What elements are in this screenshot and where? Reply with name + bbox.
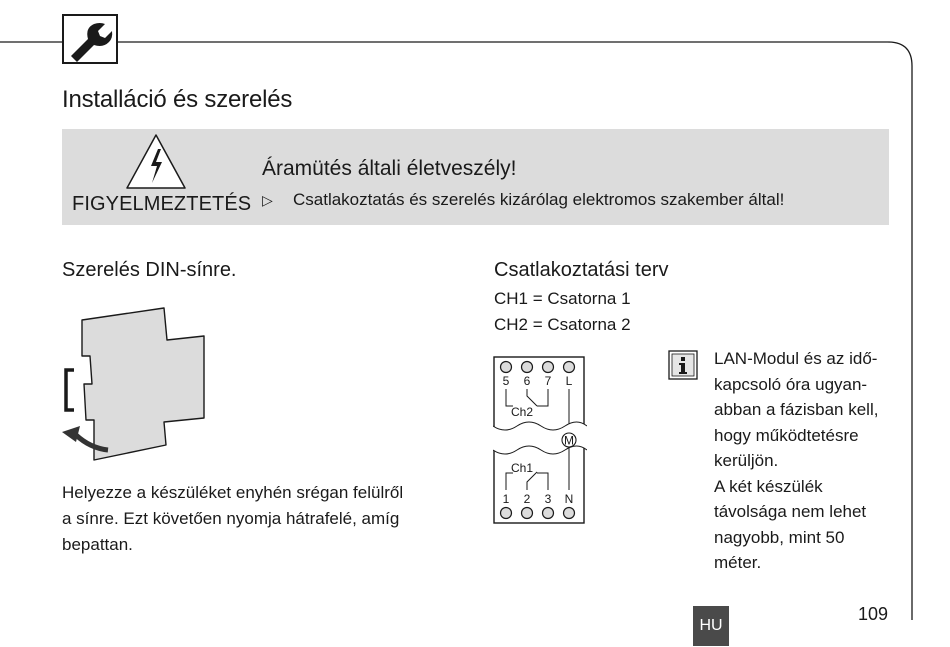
- warning-text: Csatlakoztatás és szerelés kizárólag elektromos szakember által!: [293, 190, 785, 209]
- warning-box: [62, 129, 889, 225]
- info-note-line: távolsága nem lehet: [714, 502, 867, 521]
- terminal-7-label: 7: [544, 374, 552, 388]
- info-note: [714, 346, 904, 576]
- terminal-5-label: 5: [502, 374, 510, 388]
- info-note-line: méter.: [714, 553, 762, 572]
- channel-2-contact-label: Ch2: [511, 405, 534, 419]
- info-note-line: abban a fázisban kell,: [714, 400, 879, 419]
- info-note-line: kapcsoló óra ugyan-: [714, 374, 868, 394]
- terminal-1-label: 1: [502, 492, 510, 506]
- din-instruction-line: Helyezze a készüléket enyhén srégan felülről: [62, 483, 404, 502]
- page-title: Installáció és szerelés: [62, 86, 293, 113]
- channel-1-legend: CH1 = Csatorna 1: [494, 289, 631, 308]
- wrench-icon: [62, 14, 118, 64]
- connection-section-title: Csatlakoztatási terv: [494, 259, 669, 281]
- channel-2-legend: CH2 = Csatorna 2: [494, 315, 631, 334]
- info-note-line: kerüljön.: [714, 451, 779, 470]
- info-note-line: A két készülék: [714, 476, 823, 496]
- info-note-line: nagyobb, mint 50: [714, 527, 845, 547]
- terminal-6-label: 6: [523, 374, 531, 388]
- channel-1-contact-label: Ch1: [511, 461, 534, 475]
- motor-symbol: M: [564, 433, 574, 448]
- bullet-arrow-icon: ▷: [262, 192, 273, 208]
- warning-label: FIGYELMEZTETÉS: [72, 193, 252, 215]
- info-note-line: LAN-Modul és az idő-: [714, 349, 878, 368]
- terminal-N-label: N: [564, 492, 574, 506]
- wiring-diagram: [493, 356, 587, 526]
- terminal-2-label: 2: [523, 492, 531, 506]
- din-instruction-line: bepattan.: [62, 535, 133, 554]
- terminal-L-label: L: [565, 374, 573, 388]
- language-badge: HU: [693, 606, 729, 646]
- info-note-line: hogy működtetésre: [714, 425, 859, 445]
- warning-title: Áramütés általi életveszély!: [262, 157, 517, 180]
- din-instruction-line: a sínre. Ezt követően nyomja hátrafelé, amíg: [62, 509, 400, 528]
- terminal-3-label: 3: [544, 492, 552, 506]
- page-number: 109: [858, 604, 889, 624]
- high-voltage-warning-icon: [124, 131, 188, 191]
- din-rail-mounting-illustration: [54, 300, 214, 462]
- din-section-title: Szerelés DIN-sínre.: [62, 259, 237, 281]
- din-instructions: [62, 480, 432, 558]
- info-icon: [668, 350, 698, 380]
